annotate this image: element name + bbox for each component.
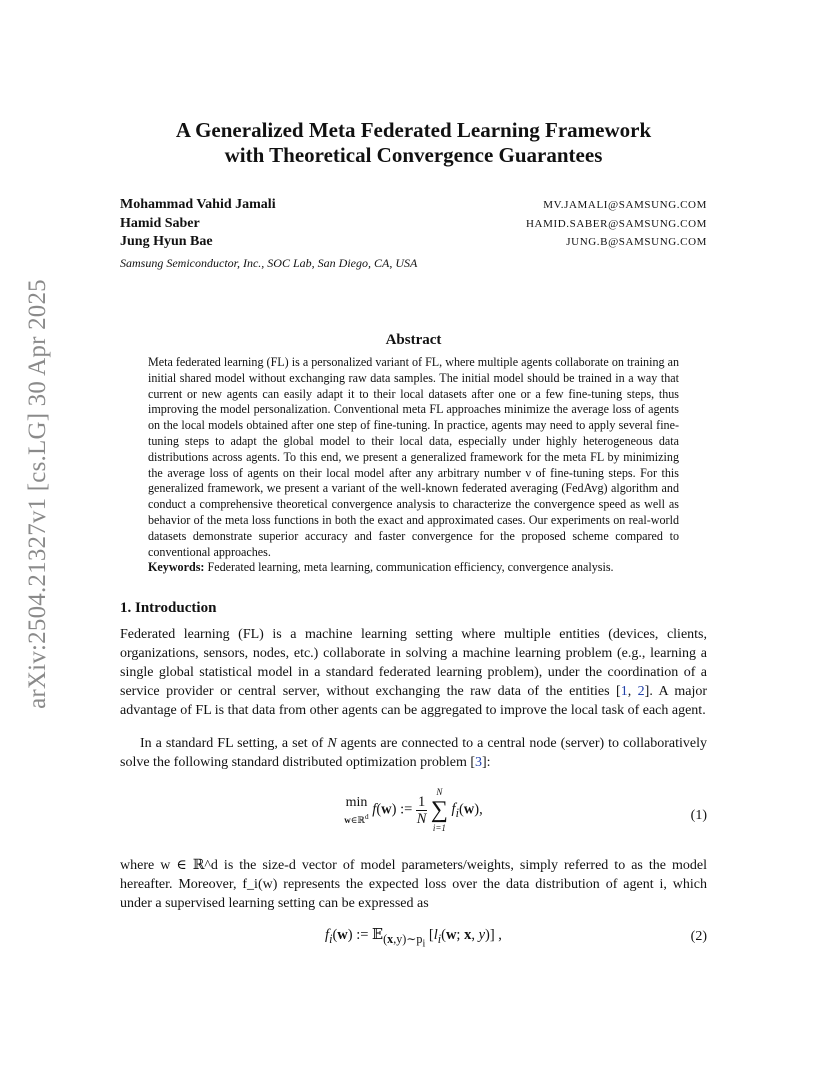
variable-N: N bbox=[327, 736, 337, 752]
fraction: $\frac{1}{N}$ bbox=[416, 793, 427, 827]
ref-separator: , bbox=[627, 684, 638, 700]
abstract-heading: Abstract bbox=[385, 332, 442, 348]
min-operator: min w∈ℝ$^d$ bbox=[344, 794, 369, 825]
abstract-text: Meta federated learning (FL) is a personalized variant of FL, where multiple agents collaborate on training an initial shared model without exchanging raw data samples. The initial model should be trained in a way that current or new agents can easily adapt it to their local datasets after one or a few fine-tuning steps, thus improving the model personalization. Conventional meta FL approaches minimize the average loss of agents on the local models obtained after one step of fine-tuning. In practice, agents may need to apply several fine-tuning steps to adapt the global model to their local data, especially under highly heterogeneous data distributions across agents. To this end, we present a generalized framework for the meta FL by minimizing the average loss of agents on their local model after any arbitrary number ν of fine-tuning steps. For this generalized framework, we present a variant of the well-known federated averaging (FedAvg) algorithm and conduct a comprehensive theoretical convergence analysis to characterize the convergence speed as well as behavior of the meta loss functions in both the exact and approximated cases. Our experiments on real-world datasets demonstrate superior accuracy and faster convergence for the proposed scheme compared to conventional approaches. bbox=[148, 355, 679, 559]
author-email: HAMID.SABER@SAMSUNG.COM bbox=[525, 217, 707, 230]
author-block bbox=[120, 196, 707, 272]
sum-operator: N ∑ i=1 bbox=[430, 787, 448, 834]
paper-title bbox=[120, 118, 707, 168]
para2-text-c: ]: bbox=[482, 755, 491, 771]
title-line-1: A Generalized Meta Federated Learning Framework bbox=[175, 118, 652, 142]
keywords-label: Keywords: bbox=[148, 560, 205, 575]
equation-1 bbox=[120, 786, 707, 844]
author-email: JUNG.B@SAMSUNG.COM bbox=[566, 236, 707, 248]
affiliation: Samsung Semiconductor, Inc., SOC Lab, San Diego, CA, USA bbox=[120, 255, 418, 270]
section-heading: 1. Introduction bbox=[120, 600, 217, 617]
citation-link[interactable]: 2 bbox=[637, 684, 645, 700]
intro-paragraph-3: where w ∈ ℝ^d is the size-d vector of model parameters/weights, simply referred to as the model hereafter. Moreover, f_i(w) represents the expected loss over the data distribution of agent i, which under a supervised learning setting can be expressed as bbox=[120, 858, 707, 912]
intro-paragraph-1 bbox=[120, 625, 707, 720]
para1-text-a: Federated learning (FL) is a machine learning setting where multiple entities (devices, clients, organizations, sensors, nodes, etc.) collaborate in solving a machine learning problem (e.g., learning a single global statistical model in a standard federated learning problem), under the coordination of a service provider or central server, without exchanging the raw data of the entities [ bbox=[120, 627, 707, 700]
author-row bbox=[120, 233, 707, 252]
paper-page bbox=[120, 118, 707, 965]
keywords-line bbox=[148, 560, 679, 576]
equation-number: (1) bbox=[690, 808, 707, 824]
author-name: Jung Hyun Bae bbox=[120, 234, 213, 249]
abstract-section bbox=[148, 332, 679, 576]
para2-text-b: agents are connected to a central node (server) to collaboratively solve the following standard distributed optimization problem [ bbox=[120, 736, 707, 771]
para1-text-b: ]. A major advantage of FL is that data from other agents can be aggregated to improve the local task of each agent. bbox=[120, 684, 707, 719]
equation-2 bbox=[120, 927, 707, 957]
citation-link[interactable]: 3 bbox=[475, 755, 482, 771]
arxiv-identifier: arXiv:2504.21327v1 [cs.LG] 30 Apr 2025 bbox=[24, 279, 51, 709]
arxiv-side-stamp bbox=[18, 258, 58, 730]
author-name: Mohammad Vahid Jamali bbox=[120, 197, 276, 212]
author-row bbox=[120, 215, 707, 234]
keywords-text: Federated learning, meta learning, communication efficiency, convergence analysis. bbox=[207, 560, 614, 575]
para2-text-a: In a standard FL setting, a set of bbox=[140, 736, 328, 752]
citation-link[interactable]: 1 bbox=[620, 684, 628, 700]
equation-number: (2) bbox=[690, 929, 707, 945]
equation-1-body: min w∈ℝ$^d$ f(w) := $\frac{1}{N}$ N ∑ i=1 $f_i(w)$, bbox=[344, 787, 483, 834]
equation-2-body: $f_i(w)$ := 𝔼$_{(x,y)\sim p_i}$ [$l_i(w$; x, y)] , bbox=[325, 927, 502, 950]
author-name: Hamid Saber bbox=[120, 215, 200, 231]
intro-paragraph-2 bbox=[120, 734, 707, 772]
title-line-2: with Theoretical Convergence Guarantees bbox=[224, 143, 603, 167]
author-email: MV.JAMALI@SAMSUNG.COM bbox=[543, 199, 707, 211]
author-row bbox=[120, 196, 707, 215]
